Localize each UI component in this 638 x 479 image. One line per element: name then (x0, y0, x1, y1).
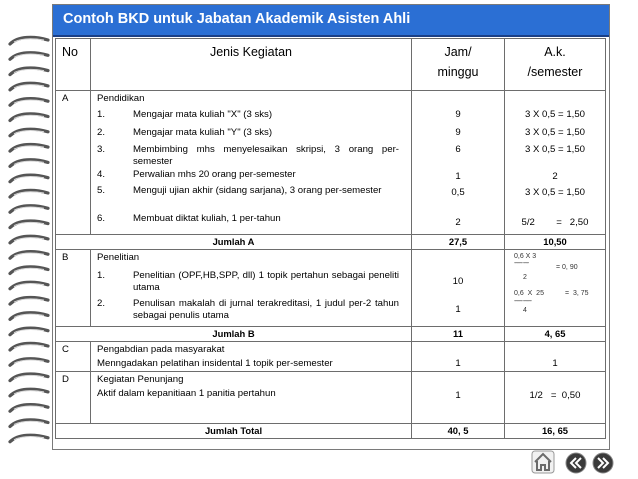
title-bar (53, 5, 609, 37)
section-c-row: C Pengabdian pada masyarakat Menngadakan pelatihan insidental 1 topik per-semester 1 1 (56, 342, 606, 372)
table-header (56, 39, 606, 91)
list-item: Menguji ujian akhir (sidang sarjana), 3 orang per-semester (133, 185, 382, 196)
total-b-row: Jumlah B 11 4, 65 (56, 327, 606, 342)
list-item: Penulisan makalah di jurnal terakreditasi, 1 judul per-2 tahun sebagai penulis utama (133, 298, 399, 321)
header-jenis: Jenis Kegiatan (91, 39, 412, 91)
section-b-heading: Penelitian (97, 252, 140, 263)
section-b-jam: 10 1 (412, 250, 505, 327)
header-ak: A.k. /semester (505, 39, 606, 91)
previous-icon[interactable] (565, 452, 587, 474)
section-a-jam: 9 9 6 1 0,5 2 (412, 91, 505, 235)
list-item: Aktif dalam kepanitiaan 1 panitia pertahun (97, 388, 276, 399)
header-jam: Jam/ minggu (412, 39, 505, 91)
section-d-row: D Kegiatan Penunjang Aktif dalam kepanitiaan 1 panitia pertahun 1 1/2 = 0,50 (56, 372, 606, 424)
slide-title: Contoh BKD untuk Jabatan Akademik Asisten Ahli (63, 11, 411, 27)
spiral-binding (8, 30, 50, 450)
section-b-row: B Penelitian 1. Penelitian (OPF,HB,SPP, dll) 1 topik pertahun sebagai peneliti utama 2. Penulisan makalah di jurnal terakreditasi, 1 judul per-2 tahun sebagai penulis utama 10 1 0,6 X 3 ------ ---- = 0, 90 2 0,6 X 25 ------ ------ = 3, 75 4 (56, 250, 606, 327)
home-icon[interactable] (531, 450, 555, 474)
section-b-activities: Penelitian 1. Penelitian (OPF,HB,SPP, dll) 1 topik pertahun sebagai peneliti utama 2. Penulisan makalah di jurnal terakreditasi, 1 judul per-2 tahun sebagai penulis utama (91, 250, 412, 327)
list-item: Mengajar mata kuliah "X" (3 sks) (133, 109, 273, 120)
list-item: Membimbing mhs menyelesaikan skripsi, 3 orang per-semester (133, 144, 399, 167)
next-icon[interactable] (592, 452, 614, 474)
bkd-table (55, 38, 606, 439)
slide (52, 4, 610, 450)
section-a-row: A Pendidikan 1. Mengajar mata kuliah "X" (3 sks) 2. Mengajar mata kuliah "Y" (3 sks) 3. Membimbing mhs menyelesaikan skripsi, 3 orang per-semester 4. Perwalian mhs 20 orang per-semester 5. Menguji ujian akhir (sidang sarjana), 3 orang per-semester 6. Membuat diktat kuliah, 1 per-tahun 9 9 6 1 0,5 2 3 X 0,5 = 1,50 3 X 0,5 = 1,50 3 X 0,5 = 1,50 2 3 X 0,5 = 1,50 5/2 = 2,50 (56, 91, 606, 235)
list-item: Penelitian (OPF,HB,SPP, dll) 1 topik pertahun sebagai peneliti utama (133, 270, 399, 293)
list-item: Menngadakan pelatihan insidental 1 topik per-semester (97, 358, 333, 369)
list-item: Mengajar mata kuliah "Y" (3 sks) (133, 127, 273, 138)
section-a-heading: Pendidikan (97, 93, 145, 104)
list-item: Membuat diktat kuliah, 1 per-tahun (133, 213, 281, 224)
section-c-activities: Pengabdian pada masyarakat Menngadakan pelatihan insidental 1 topik per-semester (91, 342, 412, 372)
list-item: Perwalian mhs 20 orang per-semester (133, 169, 296, 180)
section-a-ak: 3 X 0,5 = 1,50 3 X 0,5 = 1,50 3 X 0,5 = 1,50 2 3 X 0,5 = 1,50 5/2 = 2,50 (505, 91, 606, 235)
section-a-activities: Pendidikan 1. Mengajar mata kuliah "X" (3 sks) 2. Mengajar mata kuliah "Y" (3 sks) 3. Membimbing mhs menyelesaikan skripsi, 3 orang per-semester 4. Perwalian mhs 20 orang per-semester 5. Menguji ujian akhir (sidang sarjana), 3 orang per-semester 6. Membuat diktat kuliah, 1 per-tahun (91, 91, 412, 235)
header-no: No (56, 39, 91, 91)
section-b-ak: 0,6 X 3 ------ ---- = 0, 90 2 0,6 X 25 ------ ------ = 3, 75 4 (505, 250, 606, 327)
total-a-row: Jumlah A 27,5 10,50 (56, 235, 606, 250)
grand-total-row: Jumlah Total 40, 5 16, 65 (56, 424, 606, 439)
section-d-activities: Kegiatan Penunjang Aktif dalam kepanitiaan 1 panitia pertahun (91, 372, 412, 424)
